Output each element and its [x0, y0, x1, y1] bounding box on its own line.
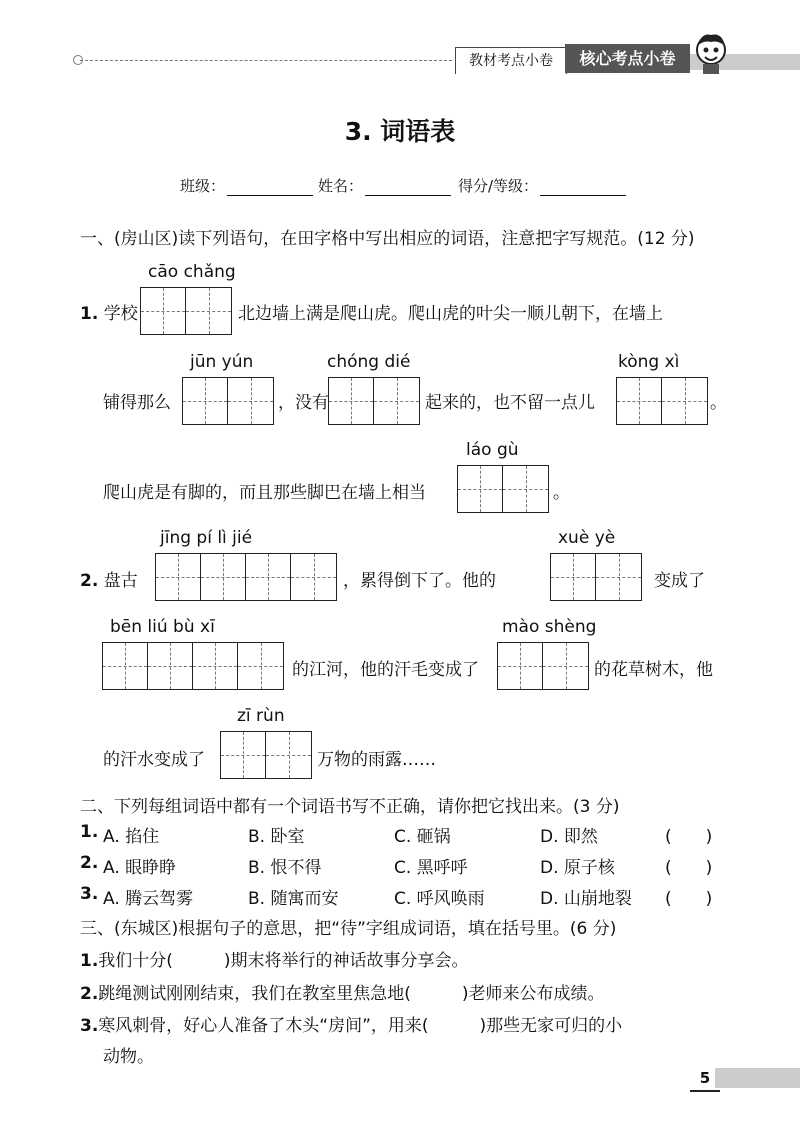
s2-row2-a[interactable]: A. 眼睁睁: [103, 858, 177, 878]
tianzige-maosheng[interactable]: [497, 642, 589, 690]
pinyin-benliubuxi: bēn liú bù xī: [110, 617, 215, 637]
pinyin-xueye: xuè yè: [558, 528, 616, 548]
s2-row3-answer[interactable]: ( ): [665, 889, 713, 909]
tianzige-xueye[interactable]: [550, 553, 642, 601]
q2-text-g: 万物的雨露……: [317, 750, 436, 770]
s2-row3-c[interactable]: C. 呼风唤雨: [394, 889, 485, 909]
s2-row1-d[interactable]: D. 即然: [540, 827, 598, 847]
s2-row3-num: 3.: [80, 884, 99, 904]
class-label: 班级：: [180, 177, 226, 195]
header-tab-core: 核心考点小卷: [565, 44, 690, 73]
q1-text-e: 起来的，也不留一点儿: [425, 393, 595, 413]
s3-q2-text[interactable]: 跳绳测试刚刚结束，我们在教室里焦急地( )老师来公布成绩。: [98, 984, 605, 1004]
mascot-icon: [692, 32, 730, 76]
s2-row1-a[interactable]: A. 掐住: [103, 827, 160, 847]
name-blank[interactable]: [365, 181, 451, 196]
s3-q3-text[interactable]: 寒风刺骨，好心人准备了木头“房间”，用来( )那些无家可归的小: [98, 1016, 623, 1036]
class-field: [180, 175, 313, 196]
q2-text-d: 的江河，他的汗毛变成了: [292, 660, 479, 680]
score-blank[interactable]: [540, 181, 626, 196]
class-blank[interactable]: [227, 181, 313, 196]
s3-q3: [80, 1011, 622, 1036]
tianzige-jingpilijie[interactable]: [155, 553, 337, 601]
s3-q1-num: 1.: [80, 951, 99, 971]
s3-q3-num: 3.: [80, 1016, 99, 1036]
tianzige-chongdie[interactable]: [328, 377, 420, 425]
s2-row2-answer[interactable]: ( ): [665, 858, 713, 878]
s2-row1-b[interactable]: B. 卧室: [248, 827, 305, 847]
s2-row1-answer[interactable]: ( ): [665, 827, 713, 847]
score-field: [458, 175, 626, 196]
s3-q1: [80, 946, 469, 971]
q1-text-d: ，没有: [278, 393, 329, 413]
q1-text-a: 学校: [103, 304, 138, 324]
q2-line1-start: [80, 566, 138, 591]
pinyin-laogu: láo gù: [466, 440, 519, 460]
q1-text-b: 北边墙上满是爬山虎。爬山虎的叶尖一顺儿朝下，在墙上: [238, 304, 663, 324]
q2-number: 2.: [80, 571, 99, 591]
name-label: 姓名：: [318, 177, 364, 195]
tianzige-benliubuxi[interactable]: [102, 642, 284, 690]
s3-q2: [80, 979, 605, 1004]
section3-heading: 三、(东城区)根据句子的意思，把“待”字组成词语，填在括号里。(6 分): [80, 919, 617, 939]
s2-row1-num: 1.: [80, 822, 99, 842]
q1-line1-start: [80, 299, 138, 324]
footer-bar: [715, 1068, 800, 1088]
s2-row3-b[interactable]: B. 随寓而安: [248, 889, 339, 909]
pinyin-kongxi: kòng xì: [618, 352, 680, 372]
s2-row1-c[interactable]: C. 砸锅: [394, 827, 451, 847]
section1-heading: 一、(房山区)读下列语句，在田字格中写出相应的词语，注意把字写规范。(12 分): [80, 229, 695, 249]
page-number: 5: [690, 1066, 720, 1092]
q2-text-b: ，累得倒下了。他的: [343, 571, 496, 591]
q2-text-e: 的花草树木，他: [594, 660, 713, 680]
q2-text-c: 变成了: [654, 571, 705, 591]
q1-text-g: 爬山虎是有脚的，而且那些脚巴在墙上相当: [103, 483, 426, 503]
s2-row2-num: 2.: [80, 853, 99, 873]
header-dashed-line: [80, 60, 452, 61]
name-field: [318, 175, 451, 196]
pinyin-zirun: zī rùn: [237, 706, 285, 726]
s2-row2-b[interactable]: B. 恨不得: [248, 858, 322, 878]
q1-text-h: 。: [553, 483, 570, 503]
tianzige-junyun[interactable]: [182, 377, 274, 425]
s2-row3-a[interactable]: A. 腾云驾雾: [103, 889, 194, 909]
section2-heading: 二、下列每组词语中都有一个词语书写不正确，请你把它找出来。(3 分): [80, 797, 620, 817]
s2-row2-c[interactable]: C. 黑呼呼: [394, 858, 468, 878]
score-label: 得分/等级：: [458, 177, 539, 195]
tianzige-kongxi[interactable]: [616, 377, 708, 425]
q2-text-a: 盘古: [103, 571, 138, 591]
s3-q1-text[interactable]: 我们十分( )期末将举行的神话故事分享会。: [98, 951, 469, 971]
pinyin-maosheng: mào shèng: [502, 617, 597, 637]
s3-q2-num: 2.: [80, 984, 99, 1004]
q1-text-c: 铺得那么: [103, 393, 171, 413]
s3-q3-text-cont: 动物。: [103, 1047, 154, 1067]
q1-number: 1.: [80, 304, 99, 324]
q2-text-f: 的汗水变成了: [103, 750, 205, 770]
header-tab-textbook: 教材考点小卷: [455, 47, 567, 74]
pinyin-jingpilijie: jīng pí lì jié: [160, 528, 253, 548]
pinyin-chongdie: chóng dié: [327, 352, 411, 372]
tianzige-zirun[interactable]: [220, 731, 312, 779]
s2-row2-d[interactable]: D. 原子核: [540, 858, 615, 878]
pinyin-junyun: jūn yún: [190, 352, 254, 372]
tianzige-caochang[interactable]: [140, 287, 232, 335]
page-title: 3. 词语表: [344, 117, 456, 146]
q1-text-f: 。: [710, 393, 727, 413]
pinyin-caochang: cāo chǎng: [148, 262, 236, 282]
tianzige-laogu[interactable]: [457, 465, 549, 513]
s2-row3-d[interactable]: D. 山崩地裂: [540, 889, 632, 909]
